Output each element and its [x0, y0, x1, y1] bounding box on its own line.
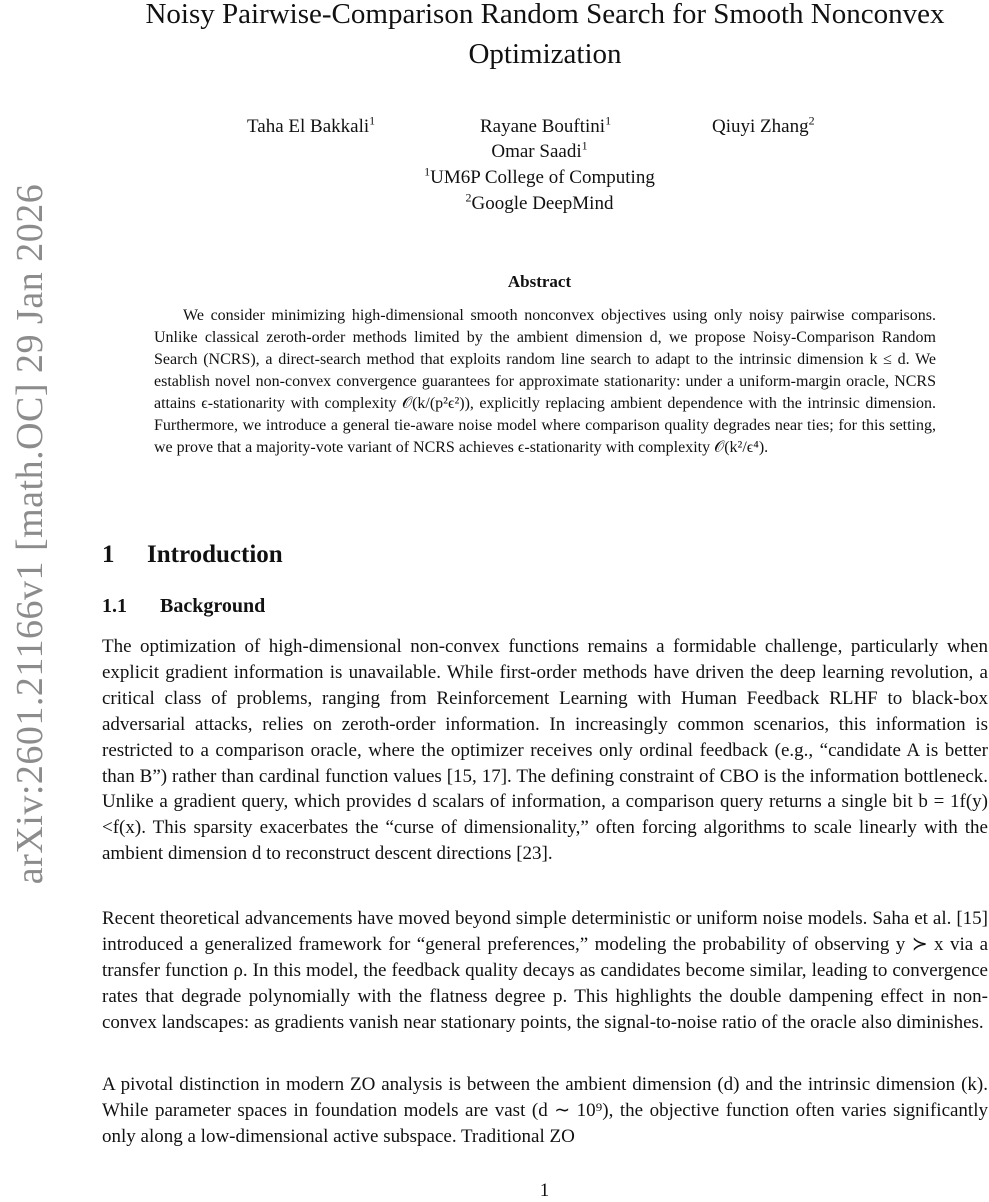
affiliation-2 [0, 190, 989, 215]
paragraph-2: Recent theoretical advancements have moved beyond simple deterministic or uniform noise models. Saha et al. [15] introduced a generalized framework for “general preferences,” modeling the probability of observing y ≻ x via a transfer function ρ. In this model, the feedback quality decays as candidates become similar, leading to convergence rates that degrade polynomially with the flatness degree p. This highlights the double dampening effect in non-convex landscapes: as gradients vanish near stationary points, the signal-to-noise ratio of the oracle also diminishes. [102, 908, 988, 1033]
subsection-title: Background [160, 595, 266, 617]
author-1-affil: 1 [369, 113, 376, 128]
abstract-heading: Abstract [507, 272, 572, 291]
author-2-name: Rayane Bouftini [480, 116, 606, 137]
subsection-number: 1.1 [102, 595, 127, 617]
author-3-affil: 2 [808, 113, 815, 128]
author-3 [712, 113, 815, 138]
paper-title: Noisy Pairwise-Comparison Random Search for Smooth Nonconvex Optimization [145, 0, 945, 70]
affiliation-2-name: Google DeepMind [471, 193, 614, 214]
paragraph-3: A pivotal distinction in modern ZO analysis is between the ambient dimension (d) and the intrinsic dimension (k). While parameter spaces in foundation models are vast (d ∼ 10⁹), the objective function often varies significantly only along a low-dimensional active subspace. Traditional ZO [102, 1074, 988, 1147]
author-4 [0, 138, 989, 163]
arxiv-stamp-text: arXiv:2601.21166v1 [math.OC] 29 Jan 2026 [9, 183, 51, 885]
author-1 [247, 113, 376, 138]
author-4-affil: 1 [581, 138, 588, 153]
affiliation-1 [0, 164, 989, 189]
author-2 [480, 113, 612, 138]
author-2-affil: 1 [605, 113, 612, 128]
section-number: 1 [102, 541, 115, 568]
section-heading-introduction [102, 541, 283, 569]
subsection-heading-background [102, 595, 265, 618]
author-1-name: Taha El Bakkali [247, 116, 370, 137]
section-title: Introduction [147, 541, 283, 568]
affiliation-2-mark: 2 [465, 190, 472, 205]
affiliation-1-mark: 1 [424, 164, 431, 179]
affiliation-1-name: UM6P College of Computing [430, 167, 655, 188]
page-number: 1 [539, 1180, 550, 1201]
author-3-name: Qiuyi Zhang [712, 116, 809, 137]
abstract-text: We consider minimizing high-dimensional smooth nonconvex objectives using only noisy pairwise comparisons. Unlike classical zeroth-order methods limited by the ambient dimension d, we propose Noisy-Comparison Random Search (NCRS), a direct-search method that exploits random line search to adapt to the intrinsic dimension k ≤ d. We establish novel non-convex convergence guarantees for approximate stationarity: under a uniform-margin oracle, NCRS attains ϵ-stationarity with complexity 𝒪(k/(p²ϵ²)), explicitly replacing ambient dependence with the intrinsic dimension. Furthermore, we introduce a general tie-aware noise model where comparison quality degrades near ties; for this setting, we prove that a majority-vote variant of NCRS achieves ϵ-stationarity with complexity 𝒪(k²/ϵ⁴). [154, 307, 936, 456]
author-4-name: Omar Saadi [491, 141, 582, 162]
paragraph-1: The optimization of high-dimensional non-convex functions remains a formidable challenge, particularly when explicit gradient information is unavailable. While first-order methods have driven the deep learning revolution, a critical class of problems, ranging from Reinforcement Learning with Human Feedback RLHF to black-box adversarial attacks, relies on zeroth-order information. In increasingly common scenarios, this information is restricted to a comparison oracle, where the optimizer receives only ordinal feedback (e.g., “candidate A is better than B”) rather than cardinal function values [15, 17]. The defining constraint of CBO is the information bottleneck. Unlike a gradient query, which provides d scalars of information, a comparison query returns a single bit b = 1f(y)<f(x). This sparsity exacerbates the “curse of dimensionality,” often forcing algorithms to scale linearly with the ambient dimension d to reconstruct descent directions [23]. [102, 636, 988, 865]
